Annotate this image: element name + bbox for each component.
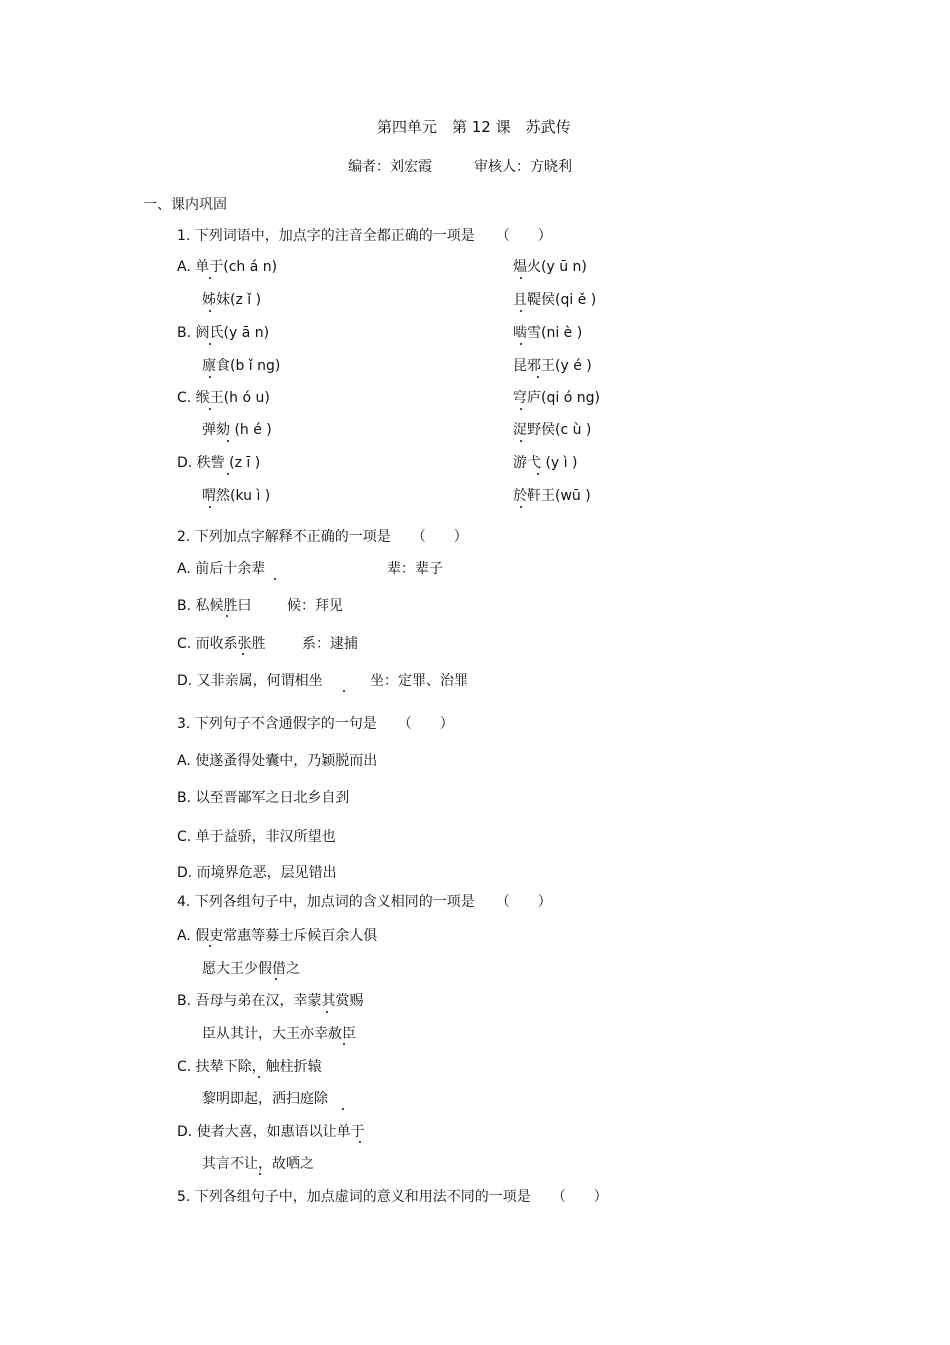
emphasis-dot	[274, 578, 276, 580]
q2-option-a-note: 辈：辈子	[387, 561, 443, 577]
emphasis-dot	[520, 408, 522, 410]
emphasis-dot	[520, 277, 522, 279]
page-title: 第四单元 第 12 课 苏武传	[377, 118, 571, 136]
emphasis-dot	[227, 440, 229, 442]
emphasis-dot	[209, 310, 211, 312]
q1-option-b-right2: 昆邪王(y é )	[513, 358, 592, 374]
emphasis-dot	[520, 310, 522, 312]
emphasis-dot	[227, 473, 229, 475]
q1-option-b-right1: 啮雪(ni è )	[513, 325, 583, 341]
q1-option-c-line2: 弹劾 (h é )	[202, 422, 272, 438]
q1-option-a-line2: 姊妹(z ǐ )	[202, 292, 262, 308]
emphasis-dot	[343, 690, 345, 692]
emphasis-dot	[520, 343, 522, 345]
question-1-stem: 1. 下列词语中，加点字的注音全都正确的一项是 （ ）	[177, 228, 552, 244]
emphasis-dot	[326, 1011, 328, 1013]
emphasis-dot	[259, 1173, 261, 1175]
emphasis-dot	[226, 615, 228, 617]
emphasis-dot	[258, 1076, 260, 1078]
emphasis-dot	[342, 1108, 344, 1110]
emphasis-dot	[275, 978, 277, 980]
question-5-stem: 5. 下列各组句子中，加点虚词的意义和用法不同的一项是 （ ）	[177, 1189, 608, 1205]
emphasis-dot	[537, 376, 539, 378]
q3-option-c: C. 单于益骄，非汉所望也	[177, 829, 336, 845]
q1-option-d-right1: 游弋 (y ì )	[513, 455, 578, 471]
q2-option-a: A. 前后十余辈	[177, 561, 266, 577]
q3-option-d: D. 而境界危恶，层见错出	[177, 865, 337, 881]
emphasis-dot	[209, 277, 211, 279]
q1-option-d-right2: 於靬王(wū )	[513, 488, 591, 504]
q4-option-d-line2: 其言不让，故哂之	[202, 1156, 314, 1172]
q1-option-b-line1: B. 阏氏(y ā n)	[177, 325, 270, 341]
emphasis-dot	[209, 506, 211, 508]
emphasis-dot	[520, 506, 522, 508]
emphasis-dot	[242, 653, 244, 655]
emphasis-dot	[209, 376, 211, 378]
question-2-stem: 2. 下列加点字解释不正确的一项是 （ ）	[177, 529, 468, 545]
q4-option-d-line1: D. 使者大喜，如惠语以让单于	[177, 1124, 365, 1140]
emphasis-dot	[209, 343, 211, 345]
q2-option-b: B. 私候胜曰	[177, 598, 252, 614]
q1-option-c-right2: 浞野侯(c ù )	[513, 422, 592, 438]
q1-option-d-line2: 喟然(ku ì )	[202, 488, 271, 504]
q4-option-b-line1: B. 吾母与弟在汉，幸蒙其赏赐	[177, 993, 364, 1009]
q4-option-a-line1: A. 假吏常惠等募士斥候百余人俱	[177, 928, 378, 944]
q3-option-b: B. 以至晋鄙军之日北乡自刭	[177, 790, 350, 806]
q2-option-c: C. 而收系张胜	[177, 636, 266, 652]
q4-option-a-line2: 愿大王少假借之	[202, 961, 300, 977]
q4-option-b-line2: 臣从其计，大王亦幸赦臣	[202, 1026, 356, 1042]
q1-option-d-line1: D. 秩訾 (z ī )	[177, 455, 261, 471]
q1-option-a-line1: A. 单于(ch á n)	[177, 259, 278, 275]
q1-option-c-line1: C. 缑王(h ó u)	[177, 390, 270, 406]
emphasis-dot	[537, 473, 539, 475]
q2-option-d-note: 坐：定罪、治罪	[370, 673, 468, 689]
emphasis-dot	[343, 1043, 345, 1045]
q1-option-c-right1: 穹庐(qi ó ng)	[513, 390, 600, 406]
q4-option-c-line2: 黎明即起，洒扫庭除	[202, 1091, 328, 1107]
q1-option-a-right1: 煴火(y ū n)	[513, 259, 587, 275]
emphasis-dot	[359, 1141, 361, 1143]
q3-option-a: A. 使遂蚤得处囊中，乃颖脱而出	[177, 753, 378, 769]
q1-option-b-line2: 廪食(b ǐ ng)	[202, 358, 281, 374]
q2-option-c-note: 系：逮捕	[302, 636, 358, 652]
emphasis-dot	[520, 440, 522, 442]
emphasis-dot	[209, 408, 211, 410]
emphasis-dot	[209, 945, 211, 947]
q4-option-c-line1: C. 扶辇下除，触柱折辕	[177, 1059, 322, 1075]
section-heading: 一、课内巩固	[143, 197, 227, 213]
question-4-stem: 4. 下列各组句子中，加点词的含义相同的一项是 （ ）	[177, 894, 552, 910]
q2-option-b-note: 候：拜见	[287, 598, 343, 614]
authors-line: 编者：刘宏霞 审核人：方晓利	[348, 159, 572, 175]
q1-option-a-right2: 且鞮侯(qi ě )	[513, 292, 597, 308]
q2-option-d: D. 又非亲属，何谓相坐	[177, 673, 323, 689]
question-3-stem: 3. 下列句子不含通假字的一句是 （ ）	[177, 716, 454, 732]
